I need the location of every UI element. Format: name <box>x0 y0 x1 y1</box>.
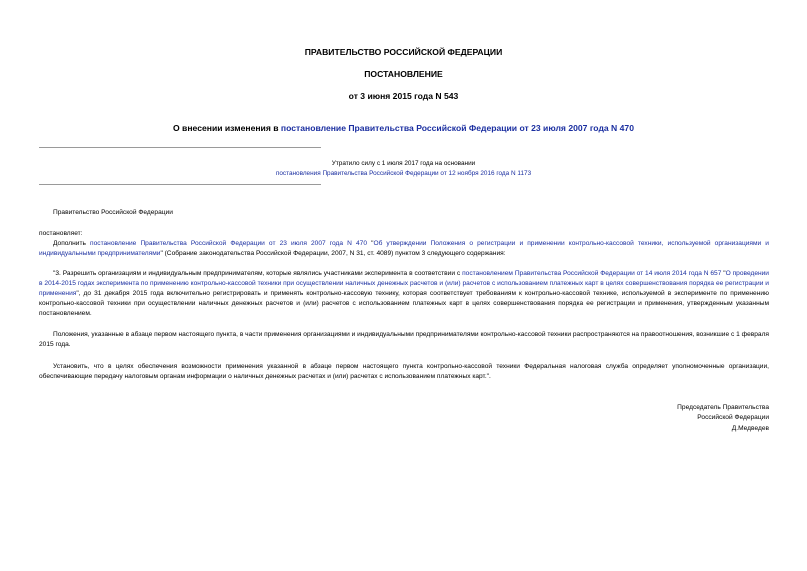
document-title <box>0 123 807 133</box>
notice-top-divider <box>39 147 321 148</box>
government-heading: ПРАВИТЕЛЬСТВО РОССИЙСКОЙ ФЕДЕРАЦИИ <box>304 47 503 57</box>
p1-text-mid: " <box>367 240 374 247</box>
p1-text-start: Дополнить <box>53 240 91 247</box>
repeal-notice-line: Утратило силу с 1 июля 2017 года на основании <box>331 160 476 167</box>
p2-text-start: "3. Разрешить организациям и индивидуальным предпринимателям, которые являлись участниками эксперимента в соответствии с <box>53 270 463 277</box>
p1-text-end: " (Собрание законодательства Российской Федерации, 2007, N 31, ст. 4089) пунктом 3 следующего содержания: <box>160 250 506 257</box>
document-date-number: от 3 июня 2015 года N 543 <box>348 91 459 101</box>
title-amended-act-link[interactable]: постановление Правительства Российской Федерации от 23 июля 2007 года N 470 <box>280 123 634 133</box>
government-line: Правительство Российской Федерации <box>53 209 173 216</box>
paragraph-amendment <box>39 239 769 259</box>
decides-line: постановляет: <box>39 230 83 237</box>
p2-text-end: ", до 31 декабря 2015 года включительно регистрировать и применять контрольно-кассовую технику, которая соответствует требованиям к контрольно-кассовой технике, используемой в эксперименте по применению контрольно-кассовой техники при осуществлении наличных денежных расчетов и (или) расчетов с использованием платежных карт в целях совершенствования порядка ее регистрации и применения, утвержденным указанным постановлением. <box>39 290 769 317</box>
repeal-notice-link[interactable]: постановления Правительства Российской Федерации от 12 ноября 2016 года N 1173 <box>275 170 532 177</box>
signature-name: Д.Медведев <box>731 425 769 432</box>
p2-experiment-title-link[interactable]: О проведении в 2014-2015 годах эксперимента по применению контрольно-кассовой техники при осуществлении наличных денежных расчетов и (или) расчетов с использованием платежных карт в целях совершенствования порядка ее регистрации и применения <box>39 270 769 297</box>
signature-country-line: Российской Федерации <box>697 414 769 421</box>
p1-regulation-title-link[interactable]: Об утверждении Положения о регистрации и применении контрольно-кассовой техники, используемой организациями и индивидуальными предпринимателями <box>39 240 769 257</box>
p2-text-mid: " <box>721 270 726 277</box>
title-prefix: О внесении изменения в <box>172 123 281 133</box>
p2-resolution-657-link[interactable]: постановлением Правительства Российской Федерации от 14 июля 2014 года N 657 <box>462 270 722 277</box>
paragraph-tax-service: Установить, что в целях обеспечения возможности применения указанной в абзаце первом настоящего пункта контрольно-кассовой техники Федеральная налоговая служба определяет уполномоченные организации, обеспечивающие передачу налоговым органам информации о наличных денежных расчетах и (или) расчетах с использованием платежных карт.". <box>39 363 769 380</box>
document-type-heading: ПОСТАНОВЛЕНИЕ <box>364 69 443 79</box>
p1-resolution-470-link[interactable]: постановление Правительства Российской Федерации от 23 июля 2007 года N 470 <box>90 240 367 247</box>
paragraph-point-3 <box>39 269 769 319</box>
paragraph-applicability: Положения, указанные в абзаце первом настоящего пункта, в части применения организациями и индивидуальными предпринимателями контрольно-кассовой техники распространяются на правоотношения, возникшие с 1 февраля 2015 года. <box>39 331 769 348</box>
signature-title-line: Председатель Правительства <box>677 404 769 411</box>
notice-bottom-divider <box>39 184 321 185</box>
